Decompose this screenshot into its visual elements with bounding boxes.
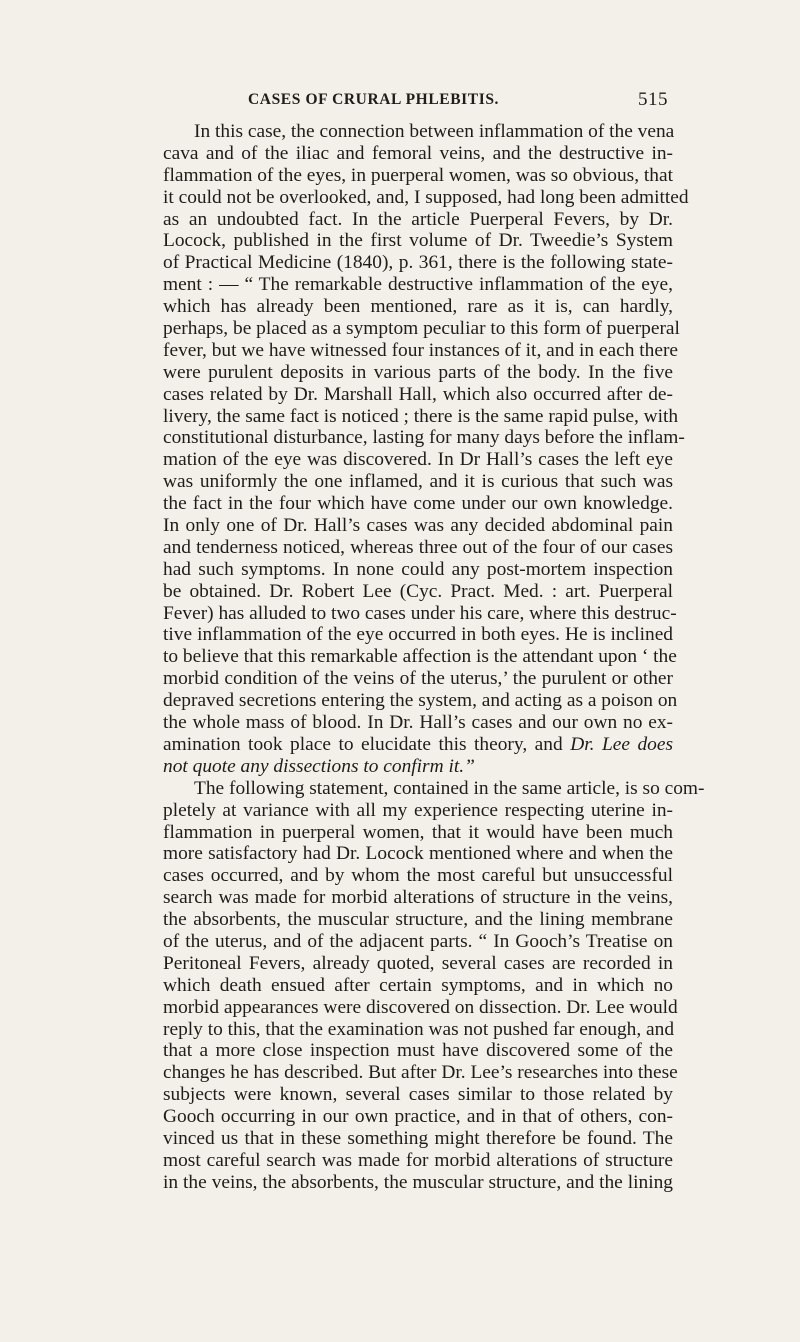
text-line: fever, but we have witnessed four instances of it, and in each there [163, 339, 679, 361]
text-line: morbid condition of the veins of the uterus,’ the purulent or other [163, 668, 673, 690]
text-line: was uniformly the one inflamed, and it is curious that such was [163, 471, 673, 493]
text-line: of the uterus, and of the adjacent parts. “ In Gooch’s Treatise on [163, 930, 673, 952]
text-line: cases occurred, and by whom the most careful but unsuccessful [163, 865, 673, 887]
text-line: more satisfactory had Dr. Locock mentioned where and when the [163, 843, 673, 865]
text-line: The following statement, contained in the same article, is so com- [194, 777, 705, 799]
text-line: most careful search was made for morbid alterations of structure [163, 1149, 673, 1171]
text-line: search was made for morbid alterations of structure in the veins, [163, 887, 673, 909]
text-line: vinced us that in these something might therefore be found. The [163, 1127, 673, 1149]
text-line: the fact in the four which have come under our own knowledge. [163, 493, 673, 515]
text-line: mation of the eye was discovered. In Dr Hall’s cases the left eye [163, 449, 673, 471]
text-line: Fever) has alluded to two cases under his care, where this destruc- [163, 602, 677, 624]
text-line: flammation of the eyes, in puerperal women, was so obvious, that [163, 164, 673, 186]
text-line: Gooch occurring in our own practice, and in that of others, con- [163, 1106, 673, 1128]
text-line: and tenderness noticed, whereas three out of the four of our cases [163, 536, 673, 558]
text-line: reply to this, that the examination was not pushed far enough, and [163, 1018, 675, 1040]
text-line: had such symptoms. In none could any post-mortem inspection [163, 558, 673, 580]
text-line: In this case, the connection between inflammation of the vena [194, 121, 675, 142]
text-line: the absorbents, the muscular structure, and the lining membrane [163, 909, 673, 931]
running-title: CASES OF CRURAL PHLEBITIS. [248, 91, 500, 108]
text-line: of Practical Medicine (1840), p. 361, there is the following state- [163, 252, 673, 274]
text-line: Locock, published in the first volume of Dr. Tweedie’s System [163, 230, 673, 252]
text-line: changes he has described. But after Dr. Lee’s researches into these [163, 1062, 678, 1084]
text-line: in the veins, the absorbents, the muscular structure, and the lining [163, 1171, 673, 1193]
text-line: it could not be overlooked, and, I supposed, had long been admitted [163, 186, 689, 208]
text-line: Peritoneal Fevers, already quoted, several cases are recorded in [163, 952, 673, 974]
text-line: which has already been mentioned, rare as it is, can hardly, [163, 296, 673, 318]
text-line: cava and of the iliac and femoral veins, and the destructive in- [163, 142, 673, 164]
italic-phrase: Dr. Lee does [570, 733, 673, 755]
text-line: tive inflammation of the eye occurred in both eyes. He is inclined [163, 624, 673, 646]
text-line-roman: amination took place to elucidate this theory, and [163, 733, 563, 755]
text-line: depraved secretions entering the system, and acting as a poison on [163, 690, 678, 712]
body-text [163, 121, 705, 1194]
text-line: livery, the same fact is noticed ; there is the same rapid pulse, with [163, 405, 679, 427]
text-line: pletely at variance with all my experience respecting uterine in- [163, 799, 673, 821]
text-line: perhaps, be placed as a symptom peculiar to this form of puerperal [163, 318, 680, 340]
text-line: as an undoubted fact. In the article Puerperal Fevers, by Dr. [163, 208, 673, 230]
text-line: which death ensued after certain symptoms, and in which no [163, 974, 673, 996]
text-line: that a more close inspection must have discovered some of the [163, 1040, 673, 1062]
running-header [0, 89, 800, 115]
italic-line: not quote any dissections to confirm it.” [163, 755, 475, 777]
text-line: constitutional disturbance, lasting for many days before the inflam- [163, 427, 685, 449]
text-line: ment : — “ The remarkable destructive inflammation of the eye, [163, 274, 673, 296]
text-line: to believe that this remarkable affection is the attendant upon ‘ the [163, 646, 677, 668]
text-line: were purulent deposits in various parts of the body. In the five [163, 361, 673, 383]
text-line: In only one of Dr. Hall’s cases was any decided abdominal pain [163, 515, 673, 537]
text-line: cases related by Dr. Marshall Hall, which also occurred after de- [163, 383, 673, 405]
text-line: subjects were known, several cases similar to those related by [163, 1084, 673, 1106]
text-line: flammation in puerperal women, that it would have been much [163, 821, 673, 843]
text-line: be obtained. Dr. Robert Lee (Cyc. Pract. Med. : art. Puerperal [163, 580, 673, 602]
text-line: the whole mass of blood. In Dr. Hall’s cases and our own no ex- [163, 712, 673, 734]
text-line-mixed [163, 734, 673, 756]
page-number: 515 [638, 89, 668, 110]
text-line: morbid appearances were discovered on dissection. Dr. Lee would [163, 996, 678, 1018]
